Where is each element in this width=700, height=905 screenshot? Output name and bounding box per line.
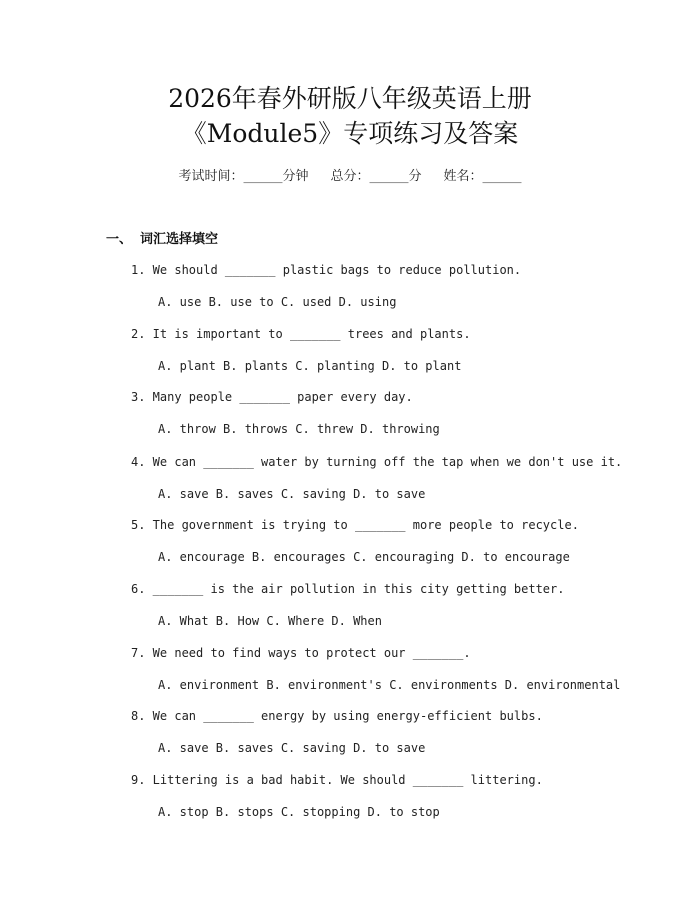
total-score-field: 总分：______分 bbox=[330, 169, 422, 184]
question-options: A. environment B. environment's C. environments D. environmental bbox=[158, 678, 621, 692]
question-options: A. save B. saves C. saving D. to save bbox=[158, 741, 426, 755]
question-stem: 7. We need to find ways to protect our _______. bbox=[131, 646, 471, 660]
section-title: 词汇选择填空 bbox=[140, 232, 219, 247]
section-heading bbox=[106, 230, 218, 250]
question-options: A. throw B. throws C. threw D. throwing bbox=[158, 422, 440, 436]
section-number: 一、 bbox=[106, 232, 133, 247]
question-stem: 6. _______ is the air pollution in this city getting better. bbox=[131, 582, 565, 596]
question-stem: 8. We can _______ energy by using energy-efficient bulbs. bbox=[131, 709, 543, 723]
question-options: A. plant B. plants C. planting D. to plant bbox=[158, 359, 462, 373]
question-stem: 1. We should _______ plastic bags to reduce pollution. bbox=[131, 263, 522, 277]
name-field: 姓名：______ bbox=[443, 169, 522, 184]
question-stem: 2. It is important to _______ trees and plants. bbox=[131, 327, 471, 341]
question-stem: 9. Littering is a bad habit. We should _______ littering. bbox=[131, 773, 543, 787]
question-options: A. What B. How C. Where D. When bbox=[158, 614, 382, 628]
question-stem: 4. We can _______ water by turning off the tap when we don't use it. bbox=[131, 455, 623, 469]
question-options: A. stop B. stops C. stopping D. to stop bbox=[158, 805, 440, 819]
question-options: A. save B. saves C. saving D. to save bbox=[158, 487, 426, 501]
document-title-line1: 2026年春外研版八年级英语上册 bbox=[168, 84, 532, 113]
exam-time-field: 考试时间：______分钟 bbox=[178, 169, 309, 184]
question-stem: 3. Many people _______ paper every day. bbox=[131, 390, 413, 404]
question-options: A. encourage B. encourages C. encouraging D. to encourage bbox=[158, 550, 570, 564]
question-options: A. use B. use to C. used D. using bbox=[158, 295, 397, 309]
question-stem: 5. The government is trying to _______ more people to recycle. bbox=[131, 518, 579, 532]
document-title-line2: 《Module5》专项练习及答案 bbox=[181, 119, 519, 148]
exam-info bbox=[0, 167, 700, 187]
